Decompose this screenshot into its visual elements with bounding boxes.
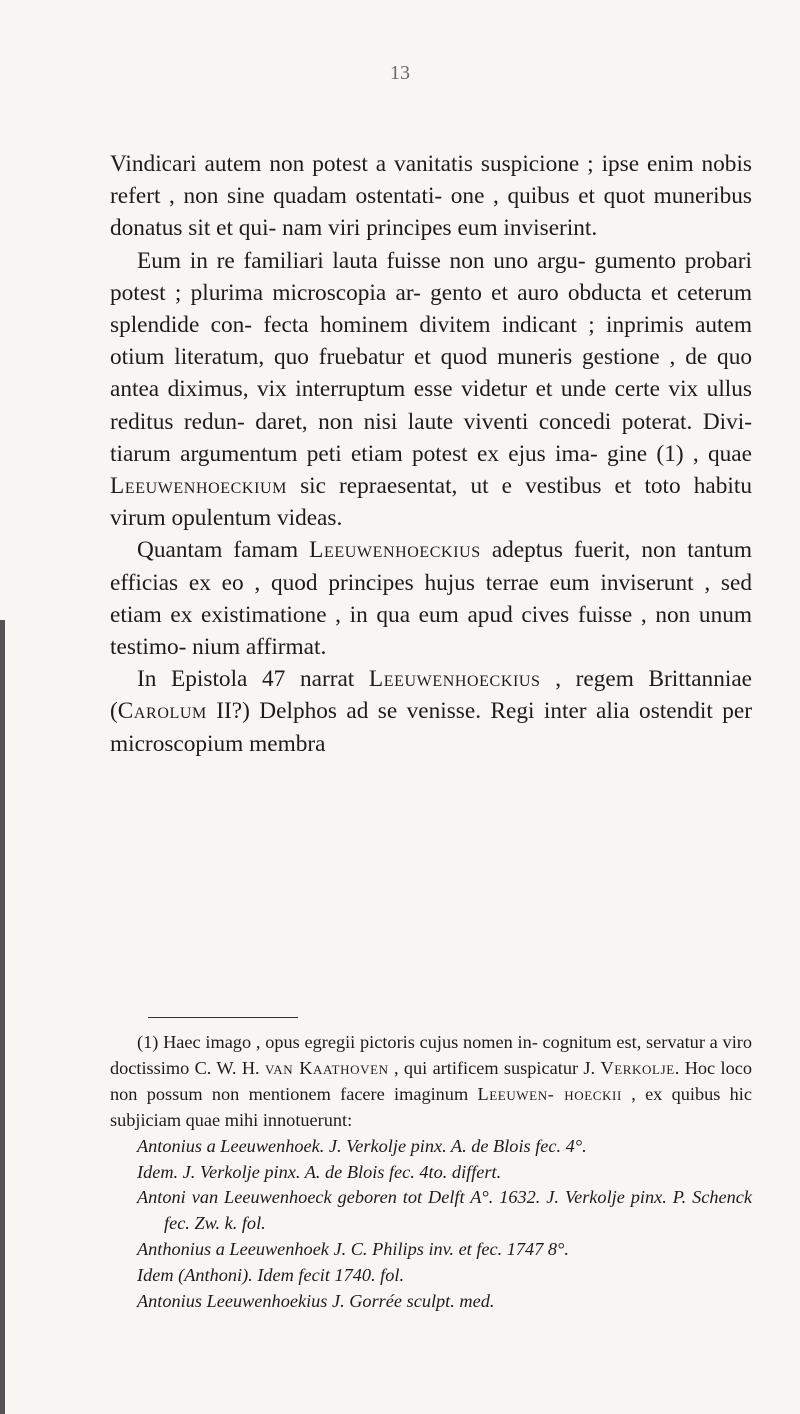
portrait-entry: Antonius Leeuwenhoekius J. Gorrée sculpt. med. — [137, 1291, 495, 1312]
portrait-entry: Idem. J. Verkolje pinx. A. de Blois fec. 4to. differt. — [137, 1161, 502, 1182]
text-run: II?) Delphos ad se venisse. Regi inter alia ostendit per microscopium membra — [110, 698, 752, 757]
paragraph — [110, 534, 752, 663]
portrait-entry: Idem (Anthoni). Idem fecit 1740. fol. — [137, 1265, 405, 1286]
proper-name: Leeuwenhoeckium — [110, 473, 287, 500]
text-run: sic repraesentat, ut e vestibus et toto habitu virum opulentum videas. — [110, 473, 752, 532]
proper-name: Leeuwenhoeckius — [368, 666, 541, 693]
footnote-entries — [110, 1134, 752, 1315]
paragraph — [110, 245, 752, 535]
proper-name: Leeuwenhoeckius — [309, 537, 481, 564]
footnote-separator — [148, 1017, 298, 1018]
paragraph — [110, 663, 752, 760]
text-run: , regem Brittanniae ( — [110, 666, 752, 725]
page-number: 13 — [390, 62, 410, 84]
proper-name: van Kaathoven — [264, 1057, 389, 1078]
text-run: Quantam famam — [137, 537, 310, 564]
main-text — [110, 148, 752, 760]
footnotes — [110, 1030, 752, 1315]
proper-name: Verkolje — [600, 1057, 675, 1078]
text-run: Eum in re familiari lauta fuisse non uno argu- gumento probari potest ; plurima microscopia ar- gento et auro obducta et ceterum splendide con- fecta hominem divitem indicant ; inprimis autem otium literatum, quo fruebatur et quod muneris gestione , de quo antea diximus, vix interruptum esse videtur et unde certe vix ullus reditus redun- daret, non nisi laute viventi concedi poterat. Divi- tiarum argumentum peti etiam potest ex ejus ima- gine (1) , quae — [110, 247, 752, 467]
proper-name: Carolum — [117, 698, 207, 725]
page-edge-shadow — [0, 620, 5, 1414]
portrait-entry: Antonius a Leeuwenhoek. J. Verkolje pinx. A. de Blois fec. 4°. — [137, 1135, 587, 1156]
text-run: , ex quibus hic subjiciam quae mihi innotuerunt: — [110, 1083, 752, 1130]
footnote-intro — [110, 1030, 752, 1134]
text-run: , qui artificem suspicatur J. — [388, 1057, 601, 1078]
portrait-entry: Anthonius a Leeuwenhoek J. C. Philips inv. et fec. 1747 8°. — [137, 1239, 569, 1260]
text-run: . Hoc loco non possum non mentionem facere imaginum — [110, 1057, 752, 1104]
text-run: (1) Haec imago , opus egregii pictoris cujus nomen in- cognitum est, servatur a viro doctissimo C. W. H. — [110, 1032, 752, 1078]
text-run: Vindicari autem non potest a vanitatis suspicione ; ipse enim nobis refert , non sine quadam ostentati- one , quibus et quot muneribus donatus sit et qui- nam viri principes eum inviserint. — [110, 151, 752, 242]
portrait-entry: Antoni van Leeuwenhoeck geboren tot Delft A°. 1632. J. Verkolje pinx. P. Schenck fec. Zw. k. fol. — [137, 1187, 752, 1234]
text-run: adeptus fuerit, non tantum efficias ex eo , quod principes hujus terrae eum inviserunt , sed etiam ex existimatione , in qua eum apud cives fuisse , non unum testimo- nium affirmat. — [110, 537, 752, 661]
text-run: In Epistola 47 narrat — [137, 666, 369, 693]
proper-name: Leeuwen- hoeckii — [477, 1083, 622, 1104]
paragraph — [110, 148, 752, 245]
